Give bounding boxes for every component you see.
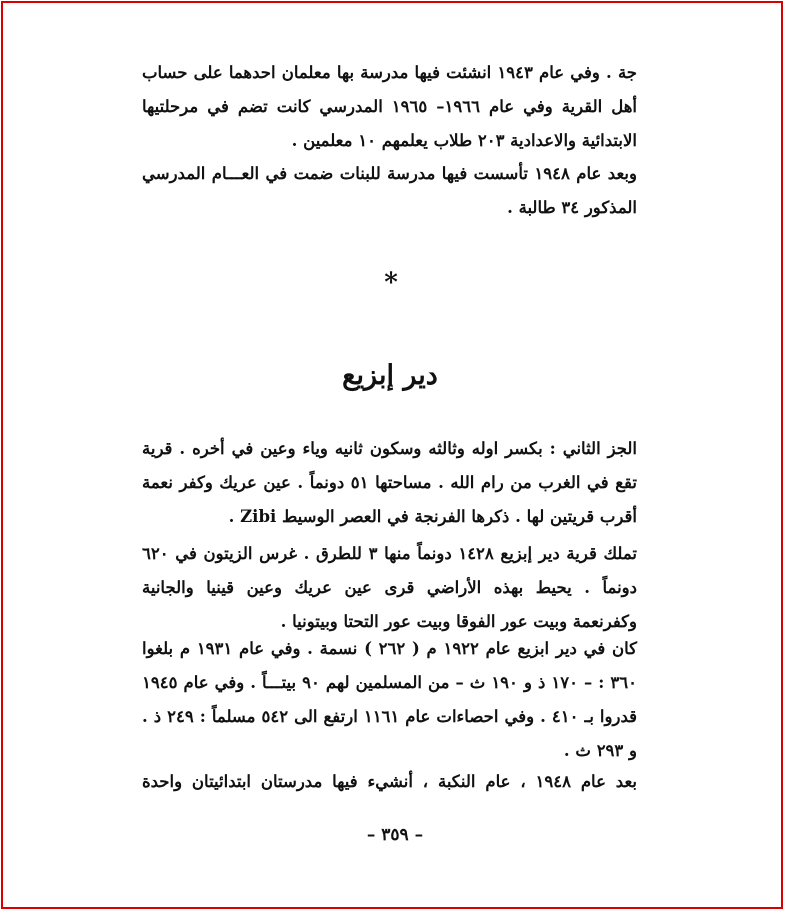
paragraph-girls-school: وبعد عام ١٩٤٨ تأسست فيها مدرسة للبنات ضمت في العـــام المدرسي المذكور ٣٤ طالبة .	[142, 164, 637, 217]
paragraph-village-description: الجز الثاني : بكسر اوله وثالثه وسكون ثانيه وياء وعين في أخره . قرية تقع في الغرب من رام الله . مساحتها ٥١ دونماً . عين عريك وكفر نعمة أقرب قريتين لها . ذكرها الفرنجة في العصر الوسيط Zibi .	[142, 439, 637, 526]
section-separator-asterisk: *	[384, 268, 398, 298]
paragraph-population: كان في دير ابزيع عام ١٩٢٢ م ( ٢٦٢ ) نسمة . وفي عام ١٩٣١ م بلغوا ٣٦٠ : – ١٧٠ ذ و ١٩٠ ث – من المسلمين لهم ٩٠ بيتـــاً . وفي عام ١٩٤٥ قدروا بـ ٤١٠ . وفي احصاءات عام ١١٦١ ارتفع الى ٥٤٢ مسلماً : ٢٤٩ ذ . و ٢٩٣ ث .	[142, 639, 638, 760]
paragraph-schools-after-1948: بعد عام ١٩٤٨ ، عام النكبة ، أنشيء فيها مدرستان ابتدائيتان واحدة	[142, 772, 637, 791]
page-number: – ٣٥٩ –	[366, 825, 424, 845]
paragraph-school-history: جة . وفي عام ١٩٤٣ انشئت فيها مدرسة بها معلمان احدهما على حساب أهل القرية وفي عام ١٩٦٦– ١٩٦٥ المدرسي كانت تضم في مرحلتيها الابتدائية والاعدادية ٢٠٣ طلاب يعلمهم ١٠ معلمين .	[142, 63, 638, 150]
section-title: دير إبزيع	[342, 360, 438, 391]
paragraph-land-area: تملك قرية دير إبزيع ١٤٢٨ دونماً منها ٣ للطرق . غرس الزيتون في ٦٢٠ دونماً . يحيط بهذه الأراضي قرى عين عريك وعين قينيا والجانية وكفرنعمة وبيت عور الفوقا وبيت عور التحتا وبيتونيا .	[142, 544, 637, 631]
